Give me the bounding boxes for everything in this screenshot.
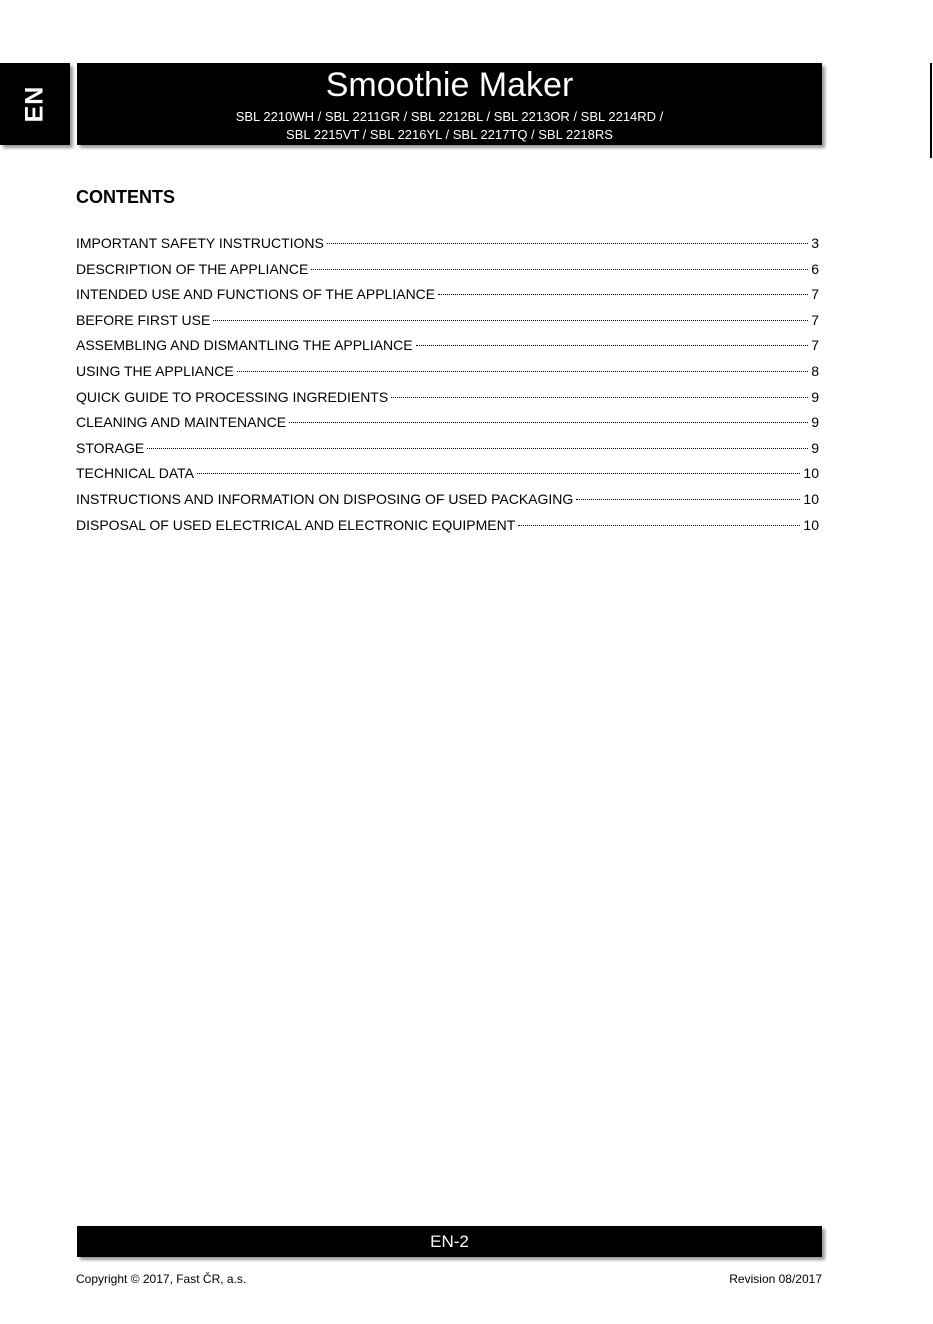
toc-entry[interactable]	[76, 488, 819, 514]
toc-entry-title: QUICK GUIDE TO PROCESSING INGREDIENTS	[76, 388, 389, 405]
toc-entry-page: 6	[811, 260, 819, 277]
toc-entry-page: 8	[811, 362, 819, 379]
toc-entry[interactable]	[76, 411, 819, 437]
toc-entry-title: STORAGE	[76, 439, 145, 456]
toc-entry[interactable]	[76, 283, 819, 309]
toc-entry[interactable]	[76, 232, 819, 258]
toc-entry-title: DESCRIPTION OF THE APPLIANCE	[76, 260, 309, 277]
toc-dot-leader	[147, 448, 808, 449]
toc-entry[interactable]	[76, 386, 819, 412]
toc-entry[interactable]	[76, 437, 819, 463]
toc-dot-leader	[237, 371, 809, 372]
toc-entry[interactable]	[76, 309, 819, 335]
toc-entry-page: 9	[811, 439, 819, 456]
toc-entry-page: 10	[803, 516, 819, 533]
toc-dot-leader	[518, 525, 800, 526]
toc-entry-title: TECHNICAL DATA	[76, 465, 194, 482]
toc-entry-page: 7	[811, 311, 819, 328]
table-of-contents	[76, 232, 819, 539]
toc-dot-leader	[213, 320, 808, 321]
toc-entry-title: BEFORE FIRST USE	[76, 311, 211, 328]
toc-entry-page: 7	[811, 286, 819, 303]
toc-entry-page: 10	[803, 465, 819, 482]
toc-entry-title: IMPORTANT SAFETY INSTRUCTIONS	[76, 235, 324, 251]
page-number: EN-2	[430, 1232, 469, 1251]
revision-label: Revision 08/2017	[729, 1272, 822, 1286]
toc-entry-page: 10	[803, 490, 819, 507]
toc-dot-leader	[197, 473, 800, 474]
toc-entry-page: 3	[811, 235, 819, 251]
toc-dot-leader	[289, 422, 808, 423]
model-list-line-2: SBL 2215VT / SBL 2216YL / SBL 2217TQ / SBL 2218RS	[286, 127, 613, 142]
header-bar	[77, 63, 822, 145]
copyright-notice: Copyright © 2017, Fast ČR, a.s.	[76, 1272, 247, 1286]
toc-entry-title: ASSEMBLING AND DISMANTLING THE APPLIANCE	[76, 337, 413, 354]
toc-entry-title: DISPOSAL OF USED ELECTRICAL AND ELECTRONIC EQUIPMENT	[76, 516, 516, 533]
toc-entry-title: INTENDED USE AND FUNCTIONS OF THE APPLIANCE	[76, 286, 436, 303]
toc-entry-page: 7	[811, 337, 819, 354]
toc-entry-title: USING THE APPLIANCE	[76, 362, 234, 379]
toc-entry[interactable]	[76, 462, 819, 488]
language-tab	[0, 63, 70, 145]
toc-dot-leader	[391, 397, 808, 398]
model-list-line-1: SBL 2210WH / SBL 2211GR / SBL 2212BL / SBL 2213OR / SBL 2214RD /	[235, 109, 664, 124]
contents-heading: CONTENTS	[76, 187, 175, 207]
toc-entry[interactable]	[76, 514, 819, 540]
toc-entry-title: INSTRUCTIONS AND INFORMATION ON DISPOSING OF USED PACKAGING	[76, 490, 574, 507]
toc-entry-page: 9	[811, 414, 819, 431]
toc-entry-title: CLEANING AND MAINTENANCE	[76, 414, 287, 431]
toc-entry-page: 9	[811, 388, 819, 405]
footer-bar	[77, 1226, 822, 1257]
toc-entry[interactable]	[76, 334, 819, 360]
language-tab-label: EN	[20, 85, 49, 123]
toc-dot-leader	[327, 243, 808, 244]
toc-entry[interactable]	[76, 258, 819, 284]
toc-dot-leader	[576, 499, 800, 500]
document-title: Smoothie Maker	[325, 66, 574, 104]
toc-entry[interactable]	[76, 360, 819, 386]
edge-rule	[930, 63, 932, 158]
model-list	[77, 108, 822, 144]
toc-dot-leader	[311, 269, 808, 270]
toc-dot-leader	[416, 345, 809, 346]
toc-dot-leader	[438, 294, 808, 295]
